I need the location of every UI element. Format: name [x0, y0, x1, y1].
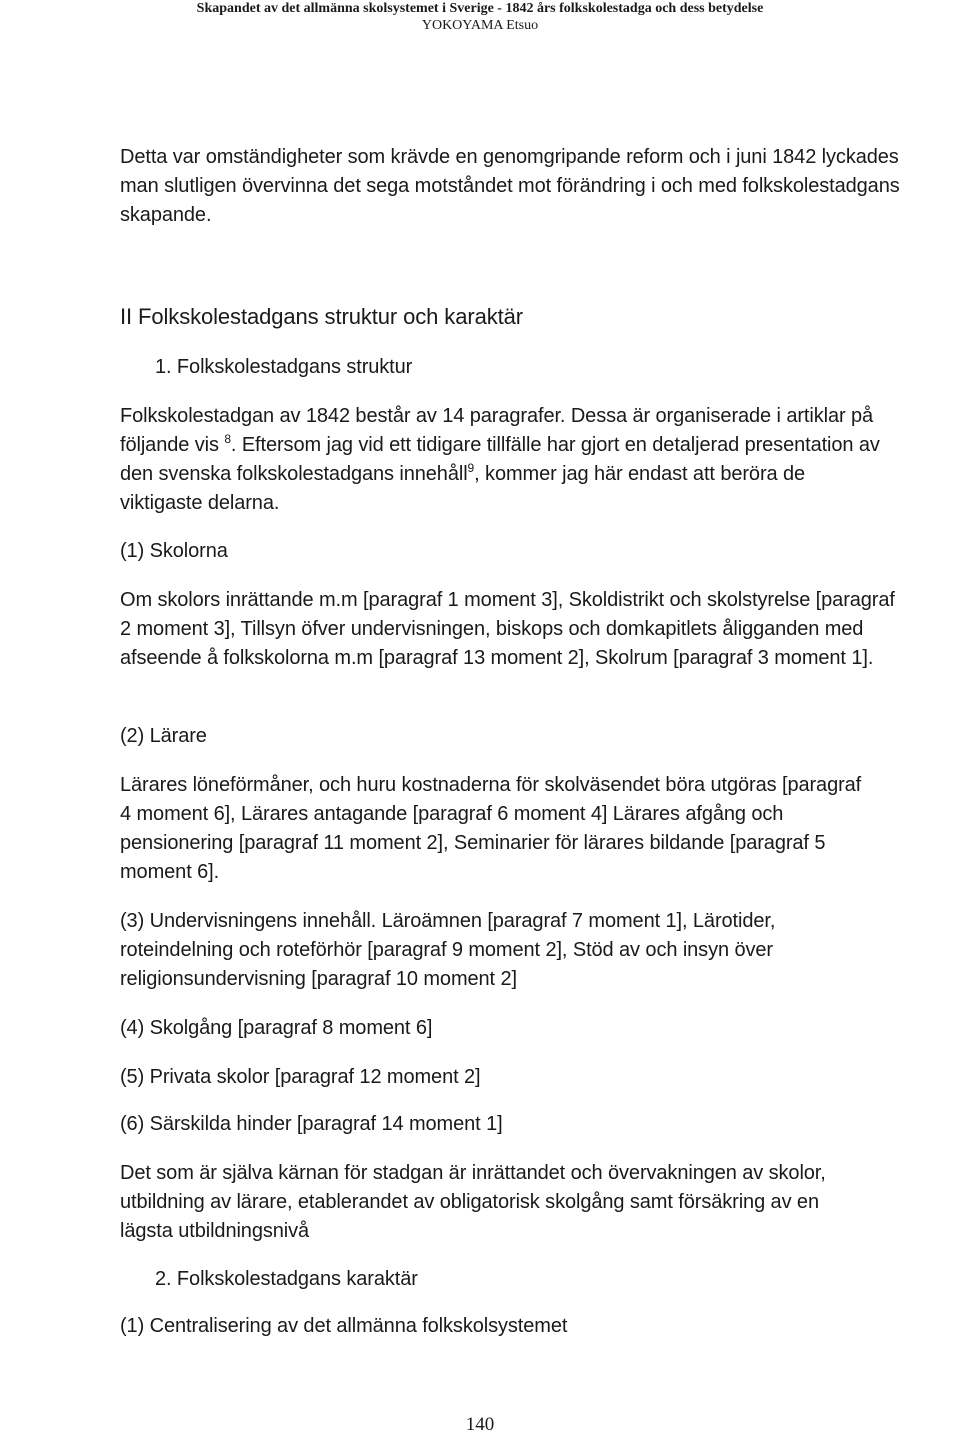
summary-paragraph: Det som är själva kärnan för stadgan är inrättandet och övervakningen av skolor, utbildning av lärare, etablerandet av obligatorisk skolgång samt försäkring av en lägsta utbildningsnivå	[120, 1162, 826, 1242]
section-heading: II Folkskolestadgans struktur och karaktär	[120, 304, 523, 329]
structure-text-a: Folkskolestadgan av 1842 består av 14 paragrafer. Dessa är organiserade i artiklar på följande vis	[120, 405, 874, 456]
item-3-paragraph: (3) Undervisningens innehåll. Läroämnen [paragraf 7 moment 1], Lärotider, roteindelning och roteförhör [paragraf 9 moment 2], Stöd av och insyn över religionsundervisning [paragraf 10 moment 2]	[120, 910, 776, 990]
item-1-heading: (1) Skolorna	[120, 540, 228, 562]
item-2-paragraph: Lärares löneförmåner, och huru kostnaderna för skolväsendet böra utgöras [paragraf 4 moment 6], Lärares antagande [paragraf 6 moment 4] Lärares afgång och pensionering [paragraf 11 moment 2], Seminarier för lärares bildande [paragraf 5 moment 6].	[120, 774, 862, 883]
item-6-paragraph: (6) Särskilda hinder [paragraf 14 moment 1]	[120, 1113, 503, 1135]
footnote-ref-9: 9	[467, 461, 475, 475]
structure-text-c: , kommer jag här endast att beröra de viktigaste delarna.	[120, 463, 806, 514]
page-number: 140	[465, 1414, 495, 1435]
character-item-1: (1) Centralisering av det allmänna folkskolsystemet	[120, 1315, 568, 1337]
subsection-heading-character: 2. Folkskolestadgans karaktär	[155, 1268, 418, 1290]
running-header-author: YOKOYAMA Etsuo	[421, 18, 539, 33]
subsection-heading-structure: 1. Folkskolestadgans struktur	[155, 356, 413, 378]
running-header-title: Skapandet av det allmänna skolsystemet i Sverige - 1842 års folkskolestadga och dess betydelse	[196, 1, 764, 16]
running-header	[0, 0, 960, 34]
intro-paragraph: Detta var omständigheter som krävde en genomgripande reform och i juni 1842 lyckades man slutligen övervinna det sega motståndet mot förändring i och med folkskolestadgans skapande.	[120, 146, 900, 226]
footnote-ref-8: 8	[224, 432, 231, 446]
item-4-paragraph: (4) Skolgång [paragraf 8 moment 6]	[120, 1017, 433, 1039]
structure-text-b: . Eftersom jag vid ett tidigare tillfälle har gjort en detaljerad presentation av den svenska folkskolestadgans innehåll	[120, 434, 880, 485]
item-1-paragraph: Om skolors inrättande m.m [paragraf 1 moment 3], Skoldistrikt och skolstyrelse [paragraf 2 moment 3], Tillsyn öfver undervisningen, biskops och domkapitlets åligganden med afseende å folkskolorna m.m [paragraf 13 moment 2], Skolrum [paragraf 3 moment 1].	[120, 589, 895, 669]
item-5-paragraph: (5) Privata skolor [paragraf 12 moment 2]	[120, 1066, 481, 1088]
structure-paragraph	[120, 402, 885, 518]
item-2-heading: (2) Lärare	[120, 725, 207, 747]
